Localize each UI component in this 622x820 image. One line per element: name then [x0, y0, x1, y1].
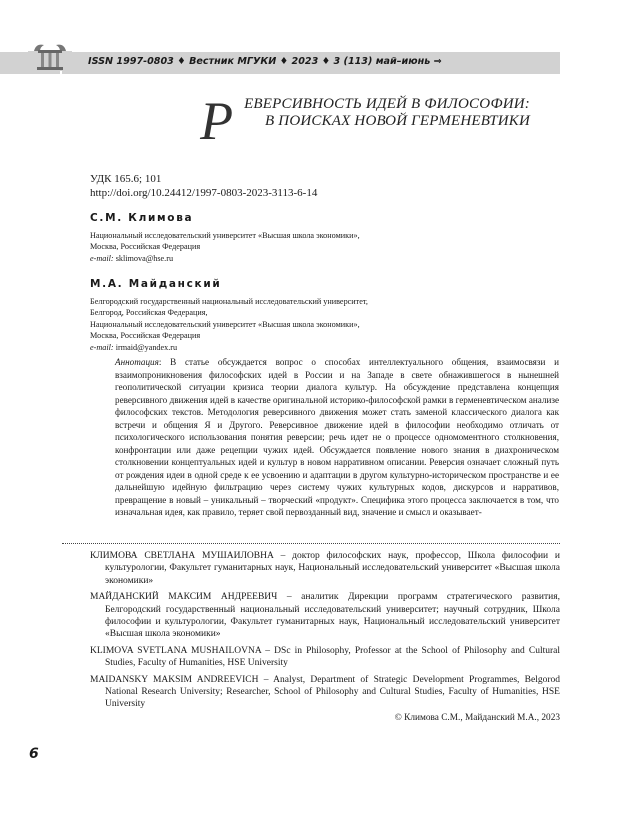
- article-meta: [90, 172, 317, 200]
- abstract-text: : В статье обсуждается вопрос о способах интеллектуального общения, взаимосвязи и взаимопроникновения философских идей в России и на Западе в свете обнажившегося в нынешней геополитической ситуации кризиса теории диалога культур. На обсуждение представлена концепция реверсивного движения идей в качестве оригинальной историко-философской рамки в герменевтическом анализе философских текстов. Методология реверсивного движения может стать заменой классического диалога как встречи и общения Я и Другого. Реверсивное движение идей в философии необходимо отличать от психологического использования понятия реверсии; речь идет не о процессе одномоментного столкновения, конфронтации или даже рецепции чужих идей. Обсуждается появление нового знания в диахроническом столкновении концептуальных идей и культур в новом нарративном описании. Реверсия означает сложный путь от рождения идеи в одной среде к ее усвоению и адаптации в другом культурно-историческом пространстве и ее дальнейшую идейную фильтрацию через систему чужих культурных кодов, дискурсов и нарративов, превращение в новый – уникальный – творческий «продукт». Специфика этого процесса заключается в том, что изначальная идея, как правило, теряет свой первозданный вид, значение и смысл и оказывает-: [115, 357, 559, 517]
- title-initial: Р: [200, 91, 234, 151]
- title-line-2: В ПОИСКАХ НОВОЙ ГЕРМЕНЕВТИКИ: [264, 113, 530, 129]
- author-bio: MAIDANSKY MAKSIM ANDREEVICH – Analyst, Department of Strategic Development Programmes, Belgorod National Research University; Researcher, School of Philosophy and Cultural Studies, Faculty of Humanities, HSE University: [90, 674, 560, 710]
- copyright: © Климова С.М., Майданский М.А., 2023: [394, 713, 560, 723]
- author-bio: KLIMOVA SVETLANA MUSHAILOVNA – DSc in Philosophy, Professor at the School of Philosophy and Cultural Studies, Faculty of Humanities, HSE University: [90, 645, 560, 669]
- author-bio: КЛИМОВА СВЕТЛАНА МУШАИЛОВНА – доктор философских наук, профессор, Школа философии и культурологии, Факультет гуманитарных наук, Национальный исследовательский университет «Высшая школа экономики»: [90, 551, 560, 586]
- author-bios: [90, 550, 560, 715]
- udk: УДК 165.6; 101: [90, 173, 162, 185]
- journal-logo-icon: [28, 41, 72, 71]
- journal-header: ISSN 1997-0803 ♦ Вестник МГУКИ ♦ 2023 ♦ 3 (113) май–июнь ⇒: [88, 56, 442, 67]
- author-email: e-mail: sklimova@hse.ru: [90, 253, 174, 263]
- author-affiliation: Национальный исследовательский университет «Высшая школа экономики», Москва, Российская Федерация e-mail: sklimova@hse.ru: [90, 231, 360, 263]
- footnote-divider: [62, 543, 560, 544]
- page-number: 6: [29, 746, 39, 762]
- abstract: [115, 356, 559, 519]
- author-name: С.М. Климова: [90, 212, 194, 224]
- title-line-1: ЕВЕРСИВНОСТЬ ИДЕЙ В ФИЛОСОФИИ:: [244, 96, 530, 112]
- author-affiliation: Белгородский государственный национальный исследовательский университет, Белгород, Российская Федерация, Национальный исследовательский университет «Высшая школа экономики», Москва, Российская Федерация e-mail: irmaid@yandex.ru: [90, 297, 368, 352]
- author-bio: МАЙДАНСКИЙ МАКСИМ АНДРЕЕВИЧ – аналитик Дирекции программ стратегического развития, Белгородский государственный национальный исследовательский университет; научный сотрудник, Школа философии и культурологии, Факультет гуманитарных наук, Национальный исследовательский университет «Высшая школа экономики»: [90, 592, 560, 640]
- article-title: [200, 91, 530, 151]
- author-email: e-mail: irmaid@yandex.ru: [90, 342, 178, 352]
- author-name: М.А. Майданский: [90, 278, 222, 290]
- doi-link[interactable]: http://doi.org/10.24412/1997-0803-2023-3113-6-14: [90, 187, 318, 199]
- abstract-label: Аннотация: [115, 357, 159, 367]
